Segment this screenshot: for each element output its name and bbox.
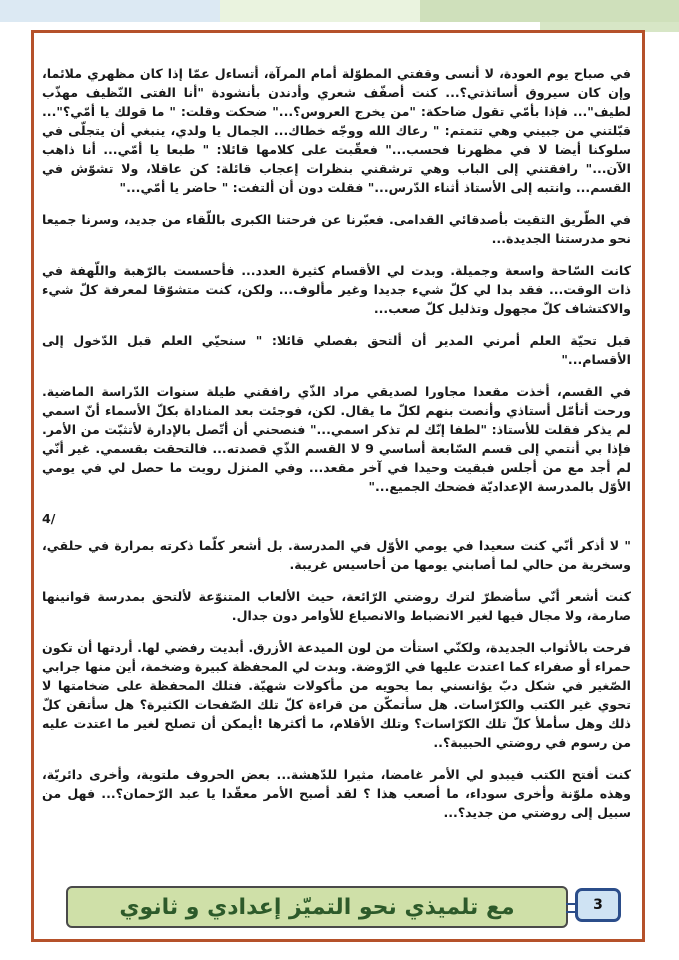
- paragraph-books: كنت أفتح الكتب فيبدو لي الأمر غامضا، مثيرا للدّهشة... بعض الحروف ملتوية، وأخرى دائريّة، وهذه ملوّنة وأخرى سوداء، ما أصعب هذا ؟ لقد أصبح الأمر معقّدا يا عبد الرّحمان؟... فهل من سبيل إلى روضتي من جديد؟...: [42, 767, 631, 820]
- page-number-box: [575, 888, 621, 922]
- paragraph-clothes: فرحت بالأثواب الجديدة، ولكنّي استأت من لون الميدعة الأزرق. أبديت رفضي لها. أردتها أن تكون حمراء أو صفراء كما اعتدت عليها في الرّوضة. وبدت لي المحفظة كبيرة وضخمة، أين منها جرابي الصّغير في شكل دبّ يؤانسني بما يحويه من مأكولات شهيّة. فتلك المحفظة على ضخامتها لا تحوي غير الكتب والكرّاسات. هل سأتمكّن من قراءة كلّ تلك الصّفحات الكثيرة؟ هل سأتقن كلّ ذلك وهل سأملأ كلّ تلك الكرّاسات؟ وتلك الأقلام، ما أكثرها !أيمكن أن تصلح لغير ما اعتدت عليه من رسوم في روضتي الحبيبة؟..: [42, 640, 631, 750]
- page-body: [42, 64, 631, 854]
- paragraph-road: في الطّريق التقيت بأصدقائي القدامى. فعبّرنا عن فرحتنا الكبرى باللّقاء من جديد، وسرنا جميعا نحو مدرستنا الجديدة...: [42, 212, 631, 246]
- paragraph-flag: قبل تحيّة العلم أمرني المدير أن ألتحق بفصلي قائلا: " سنحيّي العلم قبل الدّخول إلى الأقسام...": [42, 333, 631, 367]
- footer-slogan: مع تلميذي نحو التميّز إعدادي و ثانوي: [119, 894, 515, 920]
- paragraph-morning: في صباح يوم العودة، لا أنسى وقفتي المطوّلة أمام المرآة، أتساءل عمّا إذا كان مظهري ملائما، وإن كان سيروق أساتذتي؟... كنت أصفّف شعري وأدندن بأنشودة "أنا الفتى النّظيف مهذّب لطيف"... فإذا بأمّي تقول ضاحكة: "من يخرج العروس؟..." ضحكت وقلت: " ما قولك يا أمّي؟"... قبّلتني من جبيني وهي تتمتم: " رعاك الله ووجّه خطاك... الجمال يا ولدي، ينبغي أن يتجلّى في سلوكنا أيضا لا في مظهرنا فحسب..." فعقّبت على كلامها قائلا: " طبعا يا أمّي... أنا ذاهب الآن..." رافقتني إلى الباب وهي ترشقني بنظرات إعجاب قائلة: كن عاقلا، ولا تشوّش في القسم... وانتبه إلى الأستاذ أثناء الدّرس..." فقلت دون أن ألتفت: " حاضر يا أمّي...": [42, 66, 631, 195]
- paragraph-first-day: " لا أذكر أنّي كنت سعيدا في يومي الأوّل في المدرسة. بل أشعر كلّما ذكرته بمرارة في حلقي، وسخرية من حالي لما أصابني يومها من أحاسيس غريبة.: [42, 538, 631, 572]
- paragraph-yard: كانت السّاحة واسعة وجميلة. وبدت لي الأقسام كثيرة العدد... فأحسست بالرّهبة واللّهفة في ذات الوقت... فقد بدا لي كلّ شيء جديدا وغير مألوف... ولكن، كنت متشوّقا لمعرفة كلّ شيء والاكتشاف كلّ مجهول وتذليل كلّ صعب...: [42, 263, 631, 316]
- footer-slogan-box: [66, 886, 568, 928]
- header-band-blue: [0, 0, 220, 22]
- header-band-green: [420, 0, 679, 22]
- section-marker: 4/: [42, 511, 56, 526]
- paragraph-classroom: في القسم، أخذت مقعدا مجاورا لصديقي مراد الذّي رافقني طيلة سنوات الدّراسة الماضية. ورحت أتأمّل أستاذي وأنصت بنهم لكلّ ما يقال. لكن، فوجئت بعد المناداة بكلّ الأسماء أنّ اسمي لم يذكر فقلت للأستاذ: "لطفا إنّك لم تذكر اسمي..." فنصحني أن أتّصل بالإدارة لأتثبّت من الأمر. فإذا بي أنتمي إلى قسم السّابعة أساسي 9 لا القسم الذّي قصدته... فالتحقت بقسمي. غير أنّي لم أجد مع من أجلس فبقيت وحيدا في آخر مقعد... وفي المنزل رويت ما حصل لي في يومي الأوّل بالمدرسة الإعداديّة فضحك الجميع...": [42, 384, 631, 494]
- header-band-light-green: [220, 0, 420, 22]
- page-number: 3: [593, 897, 603, 913]
- paragraph-kindergarten: كنت أشعر أنّي سأضطرّ لترك روضتي الرّائعة، حيث الألعاب المتنوّعة لألتحق بمدرسة قوانينها صارمة، ولا مجال فيها لغير الانضباط والانصياع للأوامر دون جدال.: [42, 589, 631, 623]
